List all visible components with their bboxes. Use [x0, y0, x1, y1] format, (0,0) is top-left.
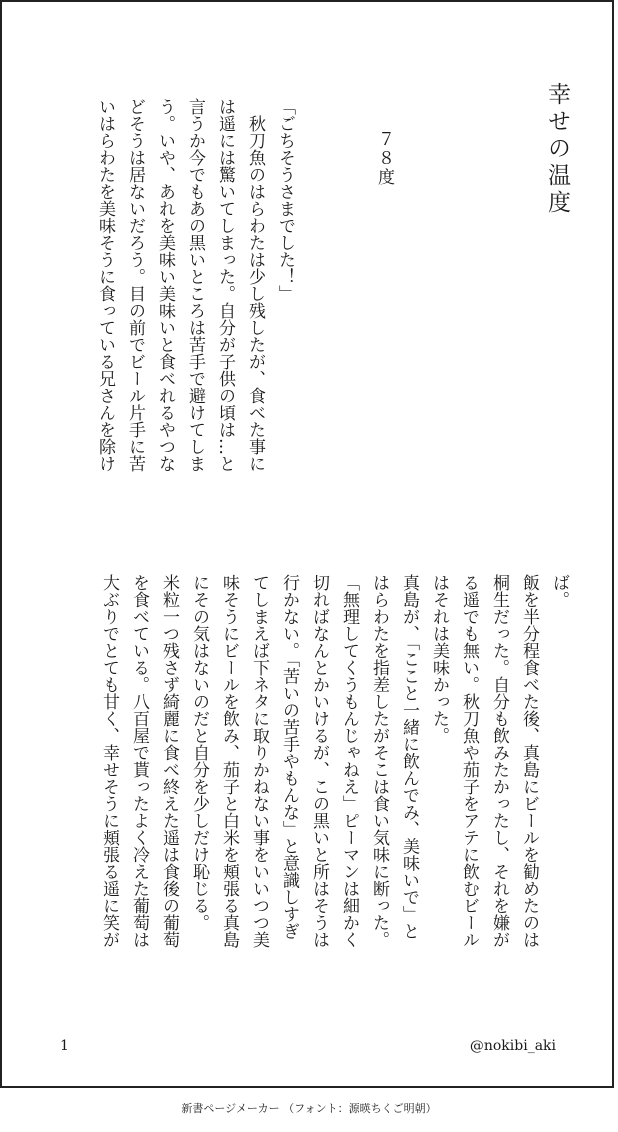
- text-block-bottom: [54, 574, 574, 1014]
- text-column: は遥には驚いてしまった。自分が子供の頃は…と: [215, 98, 235, 472]
- text-column: を食べている。八百屋で貰ったよく冷えた葡萄は: [129, 574, 149, 948]
- text-column: てしまえば下ネタに取りかねない事をいいつつ美: [249, 574, 269, 948]
- text-column: 真島が、「ここと一緒に飲んでみ、美味いで」と: [399, 574, 419, 940]
- page-number: 1: [60, 1038, 69, 1054]
- text-column: る遥でも無い。秋刀魚や茄子をアテに飲むビール: [459, 574, 479, 948]
- text-column: 行かない。「苦いの苦手やもんな」と意識しすぎ: [279, 574, 299, 940]
- author-handle: @nokibi_aki: [469, 1038, 556, 1054]
- text-column: 言うか今でもあの黒いところは苦手で避けてしま: [185, 98, 205, 472]
- text-column: 大ぶりでとても甘く、幸せそうに頬張る遥に笑が: [99, 574, 119, 948]
- text-column: 切ればなんとかいけるが、この黒いと所はそうは: [309, 574, 329, 948]
- text-column: 「ごちそうさまでした！」: [275, 98, 295, 302]
- text-column: にその気はないのだと自分を少しだけ恥じる。: [189, 574, 209, 931]
- text-column: 飯を半分程食べた後、真島にビールを勧めたのは: [519, 574, 539, 948]
- text-column: はらわたを指差したがそこは食い気味に断った。: [369, 574, 389, 948]
- chapter-heading: ７８度: [374, 130, 394, 187]
- text-column: いはらわたを美味そうに食っている兄さんを除け: [95, 98, 115, 472]
- text-column: 秋刀魚のはらわたは少し残したが、食べた事に: [245, 98, 265, 472]
- generator-credit: 新書ページメーカー （フォント：源暎ちくご明朝）: [181, 1102, 437, 1115]
- text-column: 「無理してくうもんじゃねえ」ピーマンは細かく: [339, 574, 359, 948]
- text-column: 桐生だった。自分も飲みたかったし、それを嫌が: [489, 574, 509, 948]
- text-column: う。いや、あれを美味い美味いと食べれるやつな: [155, 98, 175, 472]
- text-block-top: [38, 98, 300, 538]
- text-column: ば。: [549, 574, 569, 608]
- text-column: 米粒一つ残さず綺麗に食べ終えた遥は食後の葡萄: [159, 574, 179, 948]
- text-column: どそうは居ないだろう。目の前でビール片手に苦: [125, 98, 145, 472]
- text-column: はそれは美味かった。: [429, 574, 449, 744]
- text-column: 味そうにビールを飲み、茄子と白米を頬張る真島: [219, 574, 239, 948]
- story-title: 幸せの温度: [544, 82, 570, 217]
